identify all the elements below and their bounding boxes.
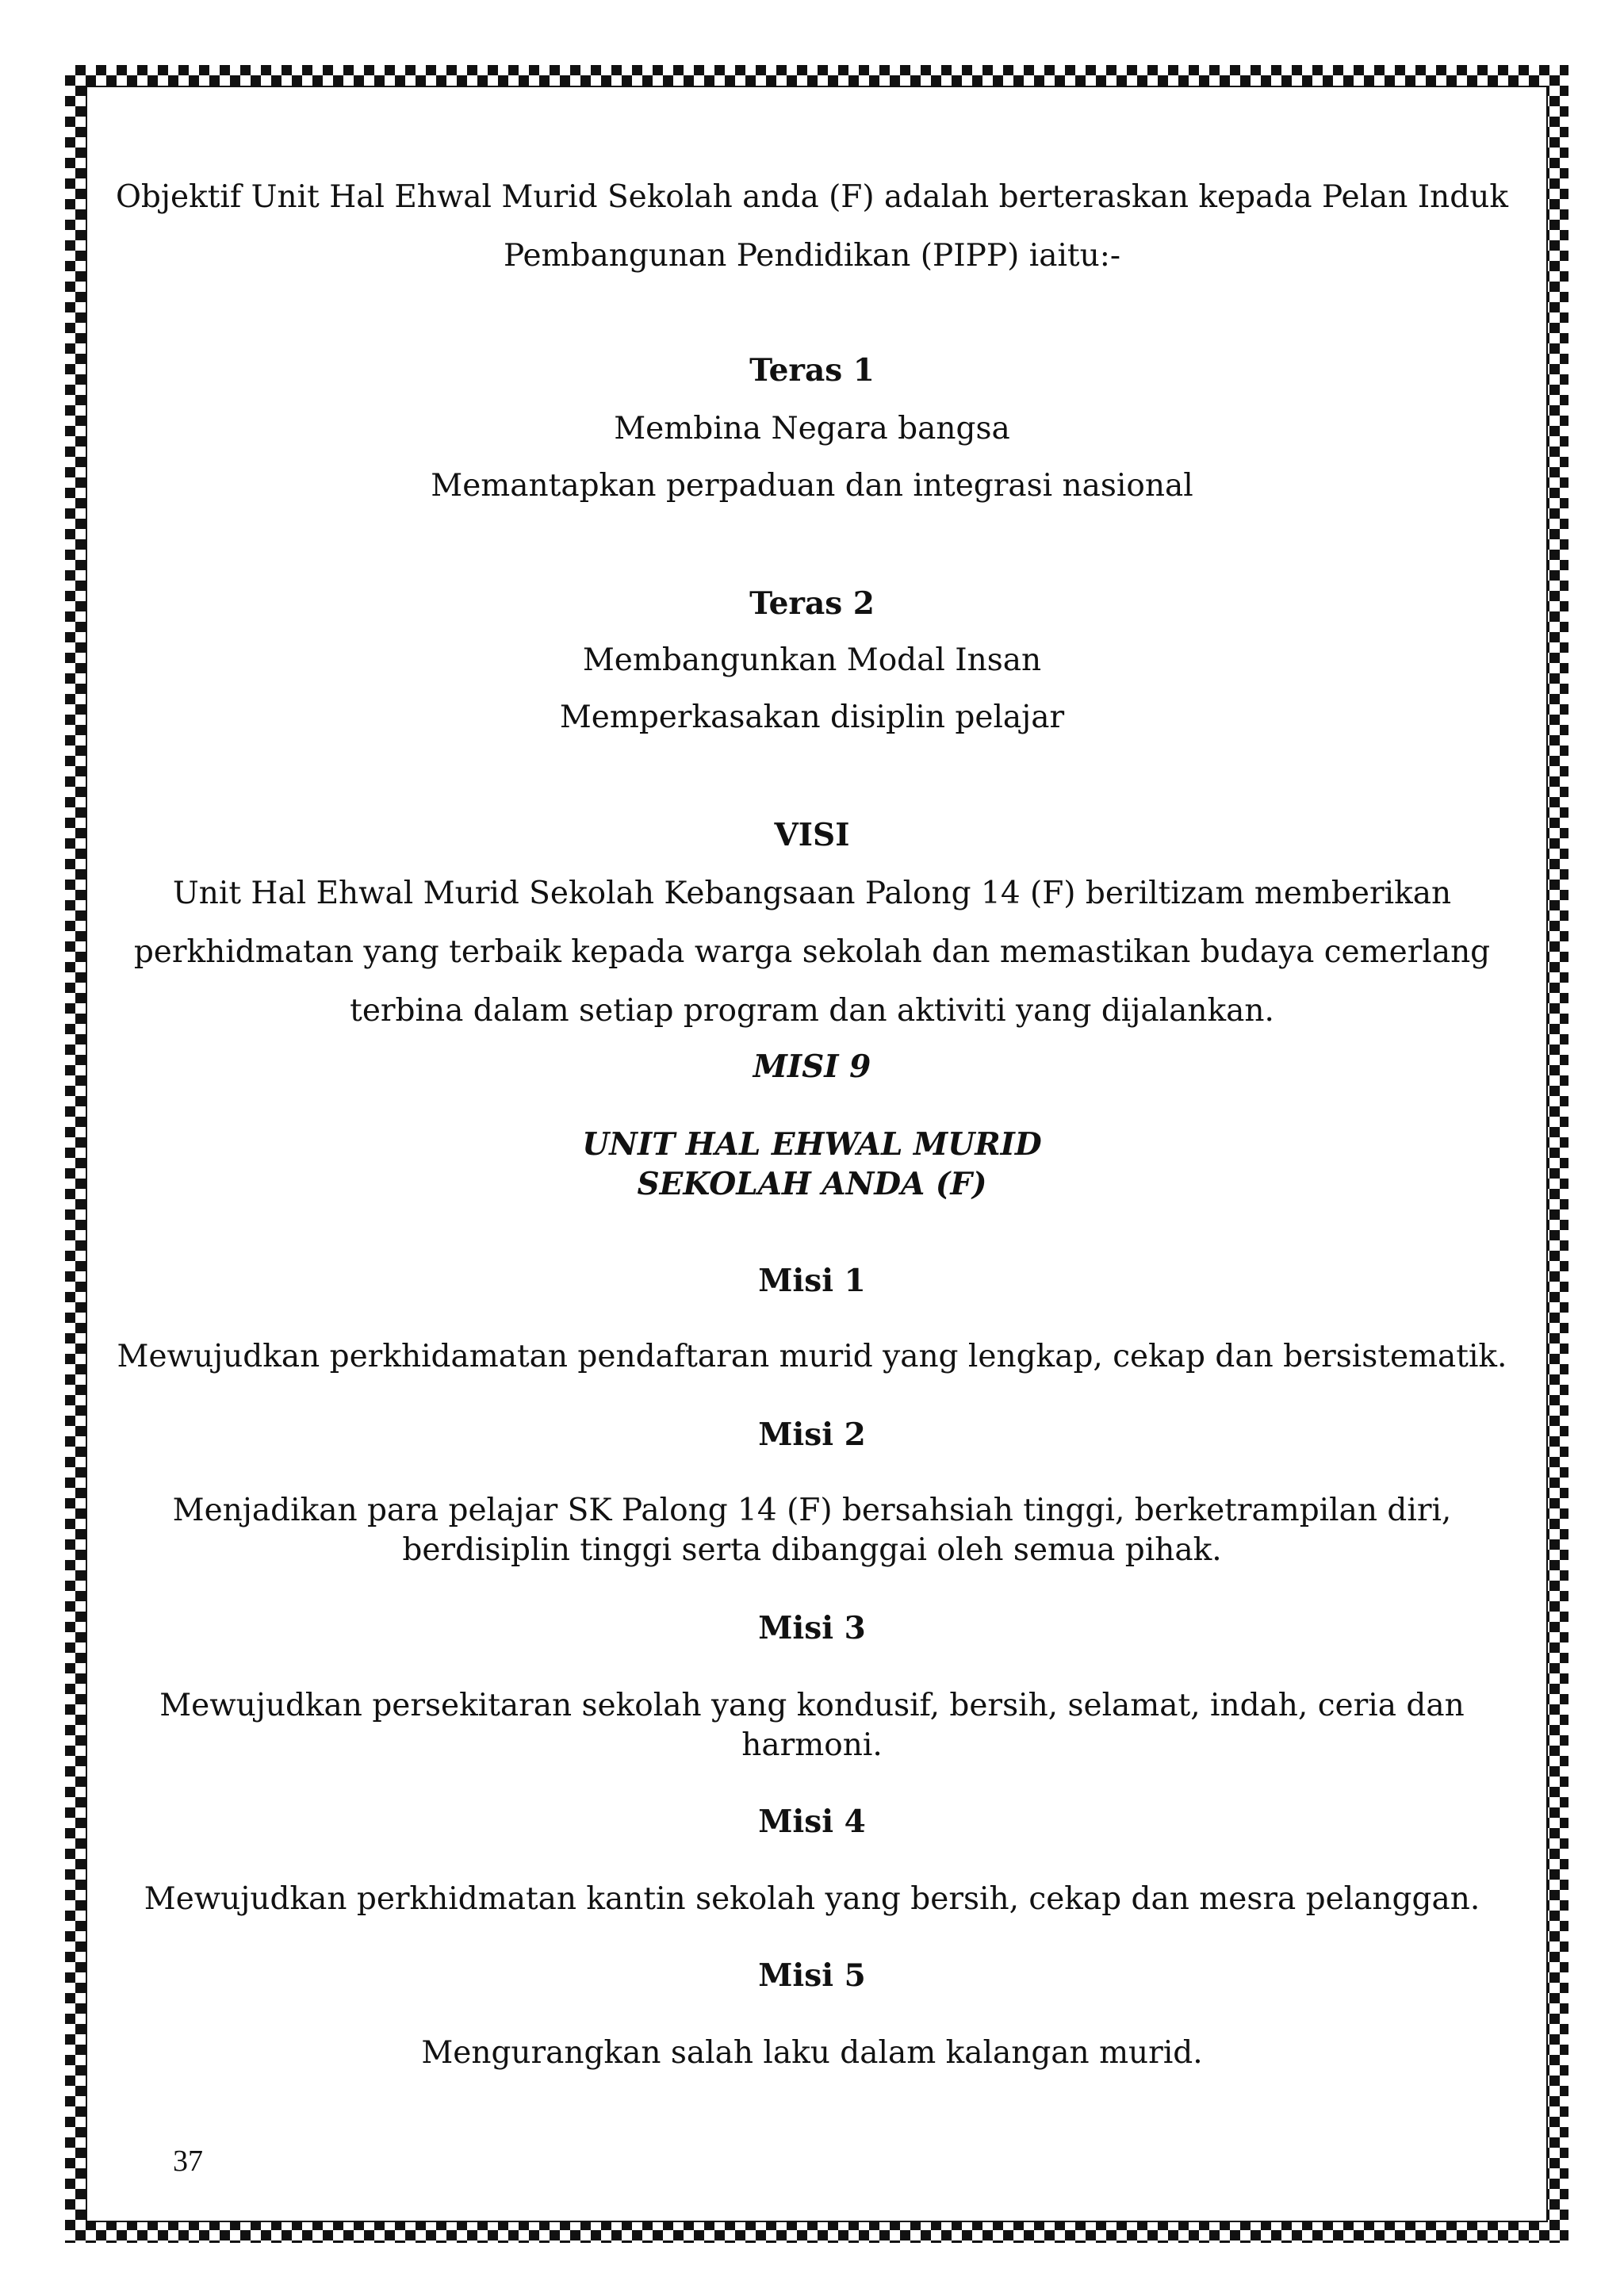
visi-line-1: Unit Hal Ehwal Murid Sekolah Kebangsaan Palong 14 (F) beriltizam memberikan [172,876,1452,911]
misi-3-text-2: harmoni. [741,1727,883,1763]
misi-2-text-2: berdisiplin tinggi serta dibanggai oleh semua pihak. [402,1532,1222,1568]
teras-1-line-1: Membina Negara bangsa [614,411,1010,447]
misi-4-heading: Misi 4 [758,1803,866,1840]
teras-1-line-2: Memantapkan perpaduan dan integrasi nasional [431,468,1193,504]
visi-line-2: perkhidmatan yang terbaik kepada warga sekolah dan memastikan budaya cemerlang [133,934,1491,970]
page-number: 37 [173,2145,203,2178]
misi-2-heading: Misi 2 [758,1416,866,1453]
visi-heading: VISI [774,817,850,853]
teras-2-line-1: Membangunkan Modal Insan [582,642,1042,678]
visi-line-3: terbina dalam setiap program dan aktiviti yang dijalankan. [350,993,1274,1029]
misi-4-text: Mewujudkan perkhidmatan kantin sekolah yang bersih, cekap dan mesra pelanggan. [144,1881,1480,1917]
misi-section-subtitle-2: SEKOLAH ANDA (F) [637,1166,987,1202]
teras-1-heading: Teras 1 [749,352,875,389]
misi-3-text-1: Mewujudkan persekitaran sekolah yang kondusif, bersih, selamat, indah, ceria dan [159,1688,1465,1723]
misi-5-text: Mengurangkan salah laku dalam kalangan murid. [421,2035,1203,2071]
misi-3-heading: Misi 3 [758,1610,866,1646]
misi-1-text: Mewujudkan perkhidamatan pendaftaran murid yang lengkap, cekap dan bersistematik. [117,1339,1507,1374]
misi-5-heading: Misi 5 [758,1957,866,1994]
intro-line-2: Pembangunan Pendidikan (PIPP) iaitu:- [503,238,1121,274]
teras-2-line-2: Memperkasakan disiplin pelajar [559,700,1065,735]
misi-section-heading: MISI 9 [753,1048,871,1085]
intro-line-1: Objektif Unit Hal Ehwal Murid Sekolah anda (F) adalah berteraskan kepada Pelan Induk [115,179,1509,215]
misi-1-heading: Misi 1 [758,1263,866,1299]
misi-2-text-1: Menjadikan para pelajar SK Palong 14 (F) bersahsiah tinggi, berketrampilan diri, [172,1493,1452,1528]
teras-2-heading: Teras 2 [749,585,875,622]
misi-section-subtitle-1: UNIT HAL EHWAL MURID [582,1126,1042,1163]
